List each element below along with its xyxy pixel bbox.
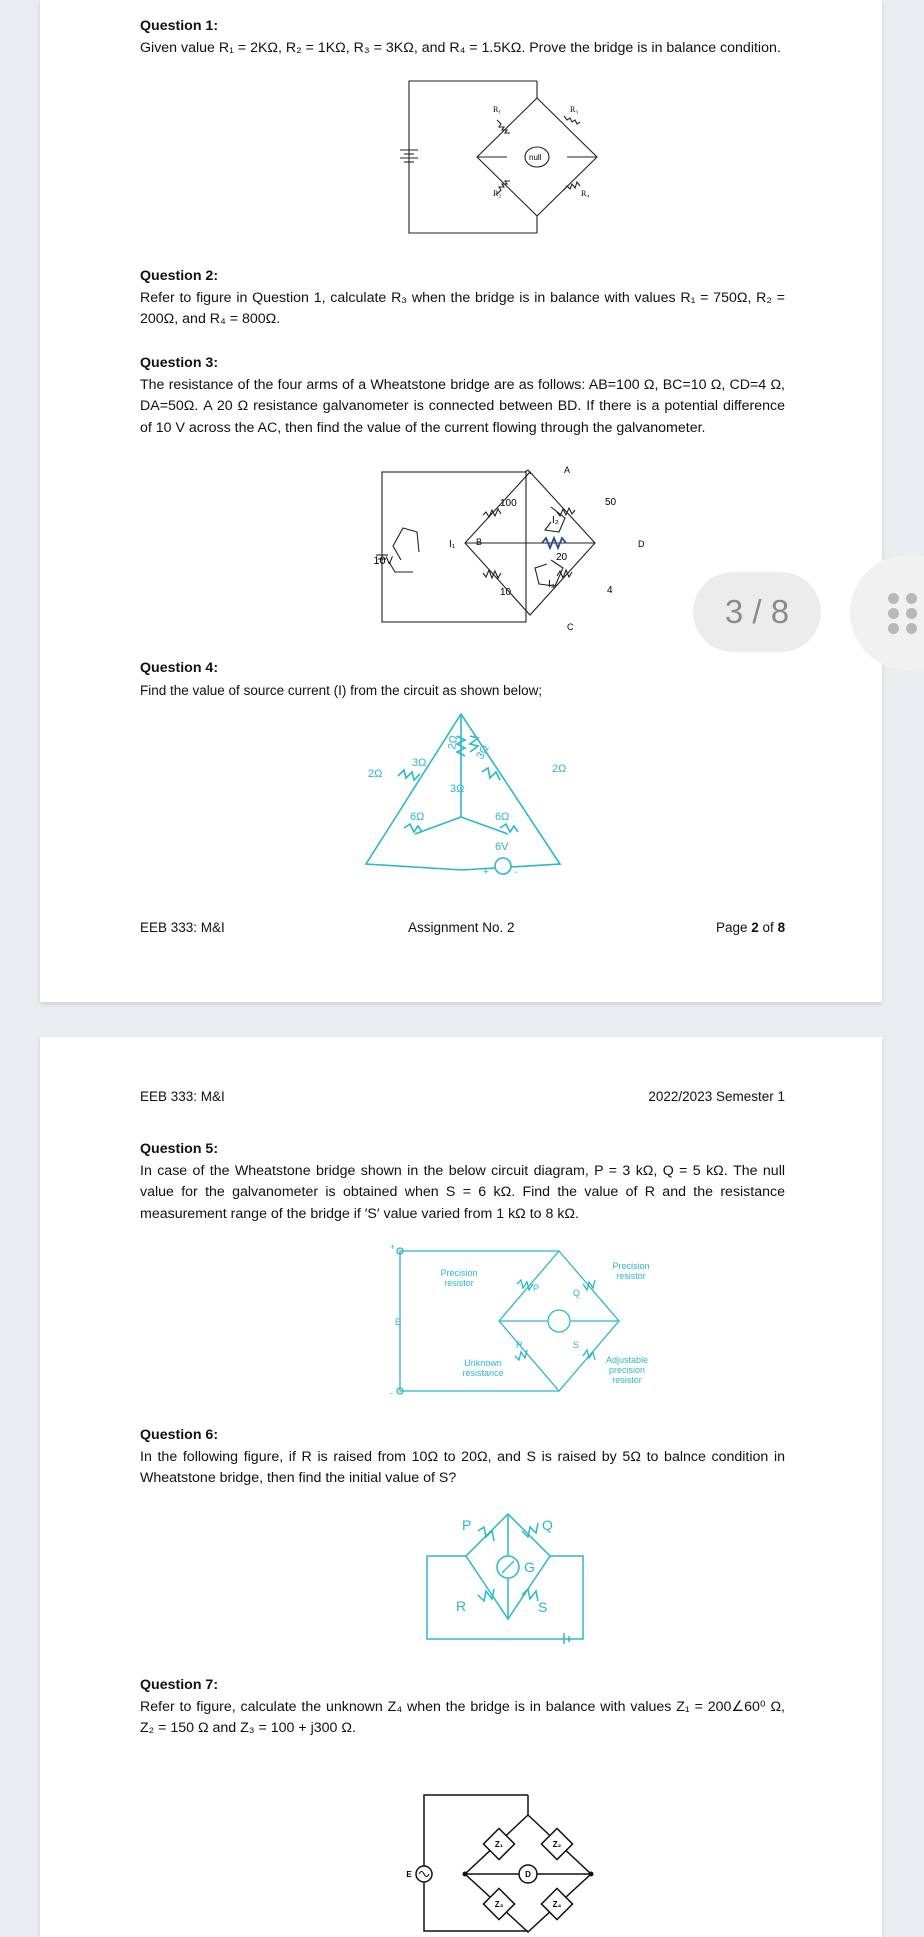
q5-label-unknown-1: Unknown <box>464 1358 502 1368</box>
q7-node-right <box>589 1872 594 1877</box>
q5-label-precision-left-2: resistor <box>444 1278 474 1288</box>
footer-page-number <box>716 920 785 935</box>
q1-outer-wire <box>409 81 537 233</box>
q5-label-adjustable-2: precision <box>608 1365 646 1375</box>
q5-label-r: R <box>516 1340 523 1350</box>
q4-r-bottom-left <box>404 824 422 832</box>
q4-label-source: 6V <box>495 841 509 853</box>
question-7 <box>140 1675 785 1740</box>
question-2-text: Refer to figure in Question 1, calculate R₃ when the bridge is in balance with values R₁ = 750Ω, R₂ = 200Ω, and R₄ = 800Ω. <box>140 289 785 327</box>
q7-label-z3: Z₃ <box>494 1900 504 1909</box>
q4-label-r-left-inner: 3Ω <box>412 757 427 769</box>
q7-label-detector: D <box>525 1870 531 1879</box>
footer-assignment: Assignment No. 2 <box>408 920 515 935</box>
q6-label-q: Q <box>542 1517 553 1533</box>
q3-label-b: B <box>476 537 483 547</box>
question-5 <box>140 1139 785 1225</box>
q4-label-r-center-left: 2Ω <box>446 734 461 751</box>
question-2 <box>140 266 785 331</box>
footer-course: EEB 333: M&I <box>140 920 225 935</box>
question-6-title: Question 6: <box>140 1427 219 1443</box>
q5-galvanometer <box>548 1310 570 1332</box>
q5-label-precision-right-1: Precision <box>612 1261 650 1271</box>
header-semester: 2022/2023 Semester 1 <box>648 1089 785 1104</box>
footer-page-total: 8 <box>777 920 786 935</box>
q4-r-left <box>398 770 420 780</box>
q5-bridge-figure <box>387 1244 687 1399</box>
question-7-title: Question 7: <box>140 1677 219 1693</box>
q1-r4-resistor <box>564 182 580 190</box>
header-course: EEB 333: M&I <box>140 1089 225 1104</box>
q5-label-precision-right-2: resistor <box>616 1271 646 1281</box>
q4-label-r-center-mid: 3Ω <box>450 783 465 795</box>
q6-label-g: G <box>524 1559 535 1575</box>
q4-label-r-bottom-left: 6Ω <box>410 811 425 823</box>
q3-label-i2: I₂ <box>552 515 559 526</box>
question-1-title: Question 1: <box>140 18 219 34</box>
q5-label-unknown-2: resistance <box>462 1368 504 1378</box>
q6-label-p: P <box>462 1517 472 1533</box>
menu-dot-icon <box>906 593 917 604</box>
menu-dot-icon <box>888 608 899 619</box>
q6-label-r: R <box>456 1598 467 1614</box>
question-4-title: Question 4: <box>140 660 219 676</box>
q4-label-r-left-outer: 2Ω <box>368 768 383 780</box>
q5-label-s: S <box>573 1340 580 1350</box>
q3-label-r-cd: 4 <box>607 585 613 596</box>
menu-dot-icon <box>888 623 899 634</box>
q4-label-r-bottom-right: 6Ω <box>495 811 510 823</box>
q3-label-r-ad: 50 <box>605 497 617 508</box>
q1-label-r3: R₃ <box>570 105 579 114</box>
q1-label-null: null <box>529 153 542 162</box>
q7-label-source: E <box>406 1870 412 1879</box>
q4-label-plus: + <box>483 867 489 878</box>
q3-label-source: 10V <box>373 555 393 567</box>
q7-label-z2: Z₂ <box>552 1840 562 1849</box>
document-page-2 <box>40 0 882 1002</box>
footer-page-mid: of <box>758 920 778 935</box>
q3-r-bc <box>483 570 501 578</box>
question-1-text: Given value R₁ = 2KΩ, R₂ = 1KΩ, R₃ = 3KΩ, and R₄ = 1.5KΩ. Prove the bridge is in balance condition. <box>140 39 781 56</box>
q4-r-bottom-right <box>500 824 518 832</box>
q6-resistor-p <box>478 1527 494 1541</box>
q3-label-c: C <box>567 622 574 630</box>
q1-label-r1: R₁ <box>493 105 502 114</box>
q1-bridge-figure <box>355 78 615 236</box>
q3-bridge-figure <box>345 460 665 630</box>
q3-label-i1: I₁ <box>449 539 456 550</box>
q4-label-r-center-right: 3Ω <box>474 743 492 762</box>
q6-bridge-figure <box>418 1509 598 1644</box>
question-5-title: Question 5: <box>140 1141 219 1157</box>
page-indicator: 3 / 8 <box>693 572 821 652</box>
q5-label-adjustable-1: Adjustable <box>605 1355 649 1365</box>
question-5-text: In case of the Wheatstone bridge shown in the below circuit diagram, P = 3 kΩ, Q = 5 kΩ. The null value for the galvanometer is obtained when S = 6 kΩ. Find the value of R and the resistance measurement range of the bridge if ′S′ value varied from 1 kΩ to 8 kΩ. <box>140 1162 785 1222</box>
q1-label-r2: R₂ <box>493 189 502 198</box>
q3-label-i3: I₃ <box>548 579 555 590</box>
q3-label-r-bc: 10 <box>500 587 512 598</box>
q3-label-a: A <box>564 465 571 475</box>
q4-label-minus: - <box>514 867 518 878</box>
question-3-text: The resistance of the four arms of a Wheatstone bridge are as follows: AB=100 Ω, BC=10 Ω, CD=4 Ω, DA=50Ω. A 20 Ω resistance galvanometer is connected between BD. If there is a potential difference of 10 V across the AC, then find the value of the current flowing through the galvanometer. <box>140 376 785 436</box>
q3-label-r-ab: 100 <box>500 498 517 509</box>
q4-circuit-figure <box>360 700 610 880</box>
q5-label-precision-left-1: Precision <box>440 1268 478 1278</box>
footer-page-current: 2 <box>751 920 759 935</box>
question-3-title: Question 3: <box>140 355 219 371</box>
footer-page-prefix: Page <box>716 920 752 935</box>
q7-node-left <box>463 1872 468 1877</box>
question-6-text: In the following figure, if R is raised from 10Ω to 20Ω, and S is raised by 5Ω to balnce condition in Wheatstone bridge, then find the initial value of S? <box>140 1448 785 1486</box>
question-4-text: Find the value of source current (I) from the circuit as shown below; <box>140 682 543 698</box>
menu-dot-icon <box>906 623 917 634</box>
q1-label-r4: R₄ <box>581 189 590 198</box>
q5-label-e: E <box>395 1317 402 1327</box>
q7-label-z1: Z₁ <box>494 1840 504 1849</box>
question-2-title: Question 2: <box>140 268 219 284</box>
q3-label-r-bd: 20 <box>556 552 568 563</box>
q5-resistor-s <box>583 1350 595 1360</box>
q5-label-plus: + <box>390 1244 396 1252</box>
q5-label-minus: - <box>390 1388 393 1398</box>
q4-voltage-source <box>495 858 511 874</box>
q3-label-d: D <box>638 539 645 549</box>
question-7-text: Refer to figure, calculate the unknown Z₄ when the bridge is in balance with values Z₁ = 200∠60⁰ Ω, Z₂ = 150 Ω and Z₃ = 100 + j300 Ω. <box>140 1698 785 1736</box>
q6-label-s: S <box>538 1599 548 1615</box>
q5-label-adjustable-3: resistor <box>612 1375 642 1385</box>
question-4 <box>140 658 785 701</box>
q7-label-z4: Z₄ <box>552 1900 562 1909</box>
menu-dot-icon <box>888 593 899 604</box>
q3-loop-i1 <box>393 528 419 560</box>
q5-label-q: Q <box>573 1288 581 1298</box>
q1-r3-resistor <box>564 116 580 124</box>
q4-label-r-right-outer: 2Ω <box>552 763 567 775</box>
question-6 <box>140 1425 785 1490</box>
q7-bridge-figure <box>380 1757 620 1937</box>
question-1 <box>140 16 785 59</box>
question-3 <box>140 353 785 439</box>
q5-label-p: P <box>533 1283 540 1293</box>
menu-dot-icon <box>906 608 917 619</box>
document-page-3 <box>40 1037 882 1937</box>
